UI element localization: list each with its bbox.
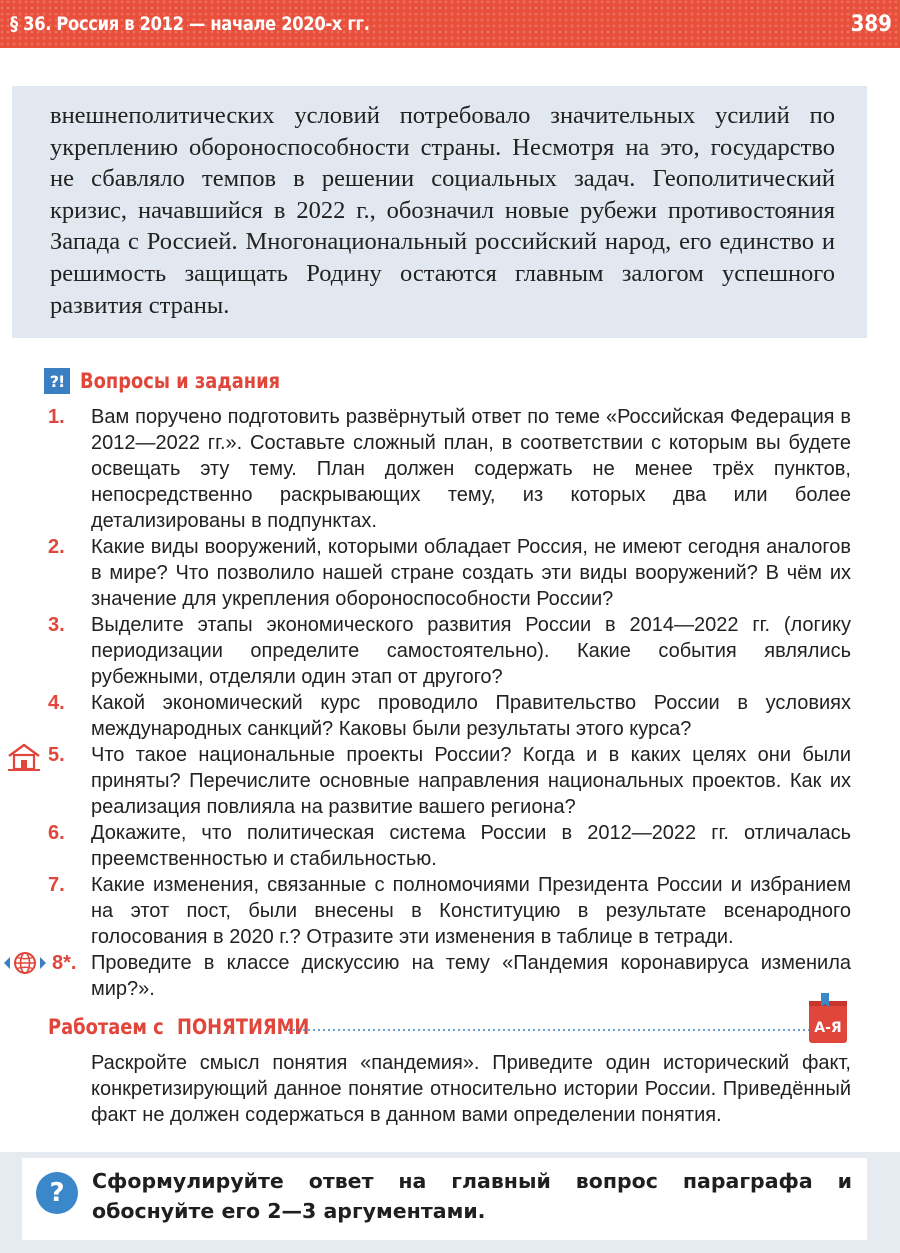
list-item	[0, 872, 900, 950]
question-text: Что такое национальные проекты России? Когда и в каких целях они были приняты? Перечислите основные направления национальных проектов. Как их реализация повлияла на развитие вашего региона?	[91, 744, 851, 818]
summary-box	[12, 86, 867, 338]
question-exclamation-icon: ?!	[44, 368, 70, 394]
question-text: Выделите этапы экономического развития России в 2014—2022 гг. (логику периодизации определите самостоятельно). Какие события являлись рубежными, отделяли один этап от другого?	[91, 614, 851, 688]
question-number: 3.	[48, 614, 65, 636]
question-number: 4.	[48, 692, 65, 714]
dictionary-icon	[807, 993, 849, 1045]
question-text: Какой экономический курс проводило Правительство России в условиях международных санкций? Каковы были результаты этого курса?	[91, 692, 851, 740]
question-text: Какие изменения, связанные с полномочиями Президента России и избранием на этот пост, были внесены в Конституцию в результате всенародного голосования в 2020 г.? Отразите эти изменения в таблице в тетради.	[91, 874, 851, 948]
concepts-heading	[48, 1010, 848, 1044]
page-header	[0, 0, 900, 48]
question-number: 7.	[48, 874, 65, 896]
concepts-heading-caps: ПОНЯТИЯМИ	[177, 1015, 310, 1039]
list-item	[0, 612, 900, 690]
dictionary-icon-label: А-Я	[814, 1020, 842, 1036]
question-text: Проведите в классе дискуссию на тему «Пандемия коронавируса изменила мир?».	[91, 952, 851, 1000]
summary-text: внешнеполитических условий потребовало значительных усилий по укреплению обороноспособности страны. Несмотря на это, государство не сбавляло темпов в решении социальных задач. Геополитический кризис, начавшийся в 2022 г., обозначил новые рубежи противостояния Запада с Россией. Многонациональный российский народ, его единство и решимость защищать Родину остаются главным залогом успешного развития страны.	[50, 102, 835, 319]
questions-list	[0, 404, 900, 1002]
concepts-text: Раскройте смысл понятия «пандемия». Приведите один исторический факт, конкретизирующий данное понятие относительно истории России. Приведённый факт не должен содержаться в данном вами определении понятия.	[91, 1052, 851, 1126]
question-number: 8*.	[52, 952, 77, 974]
dotted-arrow-icon	[288, 1025, 833, 1035]
question-text: Какие виды вооружений, которыми обладает Россия, не имеют сегодня аналогов в мире? Что позволило нашей стране создать эти виды вооружений? В чём их значение для укрепления обороноспособности России?	[91, 536, 851, 610]
question-mark-icon: ?	[36, 1172, 78, 1214]
question-text: Докажите, что политическая система России в 2012—2022 гг. отличалась преемственностью и стабильностью.	[91, 822, 851, 870]
section-title: § 36. Россия в 2012 — начале 2020-х гг.	[10, 13, 370, 35]
list-item	[0, 742, 900, 820]
regional-home-icon	[6, 742, 42, 772]
questions-heading	[44, 368, 315, 394]
list-item	[0, 534, 900, 612]
questions-heading-label: Вопросы и задания	[80, 369, 281, 393]
question-number: 1.	[48, 406, 65, 428]
list-item	[0, 950, 900, 1002]
list-item	[0, 820, 900, 872]
question-number: 6.	[48, 822, 65, 844]
page-number: 389	[850, 11, 892, 37]
list-item	[0, 404, 900, 534]
globe-discussion-icon	[2, 950, 48, 976]
main-question-text: Сформулируйте ответ на главный вопрос параграфа и обоснуйте его 2—3 аргументами.	[92, 1169, 852, 1223]
concepts-heading-prefix: Работаем с	[48, 1015, 170, 1039]
question-number: 2.	[48, 536, 65, 558]
list-item	[0, 690, 900, 742]
question-text: Вам поручено подготовить развёрнутый ответ по теме «Российская Федерация в 2012—2022 гг.». Составьте сложный план, в соответствии с которым вы будете освещать эту тему. План должен содержать не менее трёх пунктов, непосредственно раскрывающих тему, из которых два или более детализированы в подпунктах.	[91, 406, 851, 532]
question-number: 5.	[48, 744, 65, 766]
